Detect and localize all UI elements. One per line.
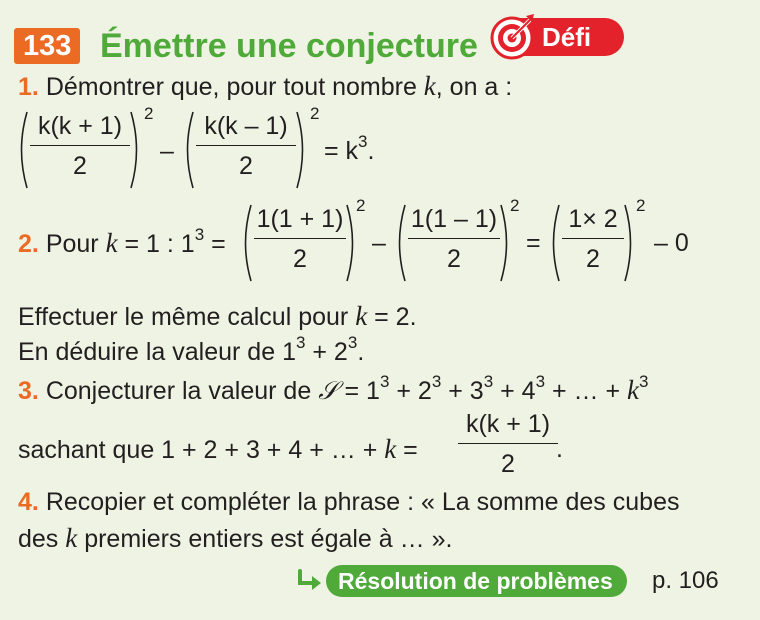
- q3-number: 3.: [18, 377, 39, 405]
- q3-frac-num: k(k + 1): [458, 410, 558, 444]
- q2-exp-3: 2: [636, 196, 646, 215]
- q1-statement: [18, 70, 512, 103]
- q4-line2-text: des: [18, 525, 66, 553]
- q2-fraction-1: [254, 205, 346, 274]
- q2-line2-var: k: [355, 301, 368, 331]
- q3-statement: [18, 374, 648, 407]
- q2-frac1-den: 2: [293, 245, 307, 273]
- q3-line2: [18, 434, 418, 465]
- q2-line2-end: = 2.: [367, 303, 417, 331]
- q1-text-a: Démontrer que, pour tout nombre: [45, 73, 424, 101]
- q2-line3-exp2: 3: [347, 333, 358, 352]
- q3-var: k: [627, 375, 640, 405]
- q1-frac2-num: k(k – 1): [196, 112, 296, 146]
- q2-lead-text: Pour: [45, 230, 106, 258]
- q2-line-3: [18, 333, 365, 368]
- q3-sum-4: + 4: [493, 377, 536, 405]
- q2-lead-exp: 3: [194, 225, 205, 244]
- q3-exp-3: 3: [483, 372, 494, 391]
- q2-line2-text: Effectuer le même calcul pour: [18, 303, 356, 331]
- q2-fraction-3: [562, 205, 624, 274]
- left-paren: [180, 110, 196, 190]
- q2-line3-text: En déduire la valeur de 1: [18, 338, 296, 366]
- q3-line2-var: k: [384, 434, 397, 464]
- q3-end: .: [556, 435, 563, 463]
- q2-frac2-num: 1(1 – 1): [408, 205, 500, 239]
- q2-frac3-num: 1× 2: [562, 205, 624, 239]
- q2-var: k: [105, 228, 118, 258]
- q3-line2-eq: =: [396, 436, 418, 464]
- q1-var: k: [423, 71, 436, 101]
- q2-line3-exp1: 3: [295, 333, 306, 352]
- q1-fraction-1: [30, 112, 130, 181]
- left-paren: [392, 203, 408, 283]
- target-icon: [490, 12, 540, 62]
- q1-minus: –: [160, 137, 174, 165]
- q2-eq: =: [211, 230, 226, 258]
- defi-badge: [494, 18, 624, 56]
- q3-script-s: 𝒮: [318, 376, 338, 405]
- q2-frac3-den: 2: [586, 245, 600, 273]
- q2-minus: –: [372, 229, 386, 257]
- q1-text-b: , on a :: [435, 73, 513, 101]
- q3-sum-3: + 3: [441, 377, 484, 405]
- q2-frac2-den: 2: [447, 245, 461, 273]
- q2-line3-plus: + 2: [305, 338, 348, 366]
- q2-lead: [18, 225, 226, 259]
- right-paren: [128, 110, 144, 190]
- q1-number: 1.: [18, 73, 39, 101]
- q2-tail: – 0: [654, 229, 689, 257]
- q3-sum-2: + 2: [389, 377, 432, 405]
- q1-frac1-den: 2: [73, 152, 87, 180]
- q2-number: 2.: [18, 230, 39, 258]
- left-paren: [238, 203, 254, 283]
- right-paren: [294, 110, 310, 190]
- q4-number: 4.: [18, 488, 39, 516]
- q3-line2-text: sachant que 1 + 2 + 3 + 4 + … +: [18, 436, 385, 464]
- left-paren: [546, 203, 562, 283]
- q4-line-2: [18, 522, 452, 555]
- q3-exp-k: 3: [639, 372, 649, 391]
- q2-line-2: [18, 300, 417, 333]
- q1-result-eq: = k: [324, 137, 359, 165]
- q4-var: k: [65, 523, 78, 553]
- q2-fraction-2: [408, 205, 500, 274]
- q3-text: Conjecturer la valeur de: [45, 377, 319, 405]
- q2-line3-end: .: [357, 338, 365, 366]
- q1-frac1-num: k(k + 1): [30, 112, 130, 146]
- q1-exp-1: 2: [144, 104, 154, 123]
- exercise-number-badge: 133: [14, 28, 80, 64]
- q3-frac-den: 2: [501, 450, 515, 478]
- q4-text: Recopier et compléter la phrase : « La somme des cubes: [45, 488, 680, 516]
- q3-exp-4: 3: [535, 372, 546, 391]
- arrow-right-icon: [296, 569, 324, 593]
- q3-exp-1: 3: [379, 372, 390, 391]
- q1-frac2-den: 2: [239, 152, 253, 180]
- q4-line2-end: premiers entiers est égale à … ».: [77, 525, 453, 553]
- q1-exp-2: 2: [310, 104, 320, 123]
- left-paren: [14, 110, 30, 190]
- q2-exp-1: 2: [356, 196, 366, 215]
- q2-frac1-num: 1(1 + 1): [254, 205, 346, 239]
- q1-result-exp: 3: [358, 132, 368, 151]
- defi-label: Défi: [542, 22, 592, 52]
- q2-exp-2: 2: [510, 196, 520, 215]
- q3-dots: + … +: [545, 377, 628, 405]
- q3-exp-2: 3: [431, 372, 442, 391]
- q1-fraction-2: [196, 112, 296, 181]
- q1-result-end: .: [367, 137, 375, 165]
- q2-eq-2: =: [526, 229, 541, 257]
- q3-fraction: [458, 410, 558, 479]
- resolution-problemes-link[interactable]: Résolution de problèmes: [326, 565, 627, 597]
- page-reference: p. 106: [652, 567, 719, 594]
- q4-statement: [18, 486, 679, 518]
- q2-lead-text-2: = 1 : 1: [117, 230, 195, 258]
- q1-result: [324, 132, 375, 166]
- exercise-title: Émettre une conjecture: [100, 27, 478, 65]
- q3-sum-1: = 1: [337, 377, 380, 405]
